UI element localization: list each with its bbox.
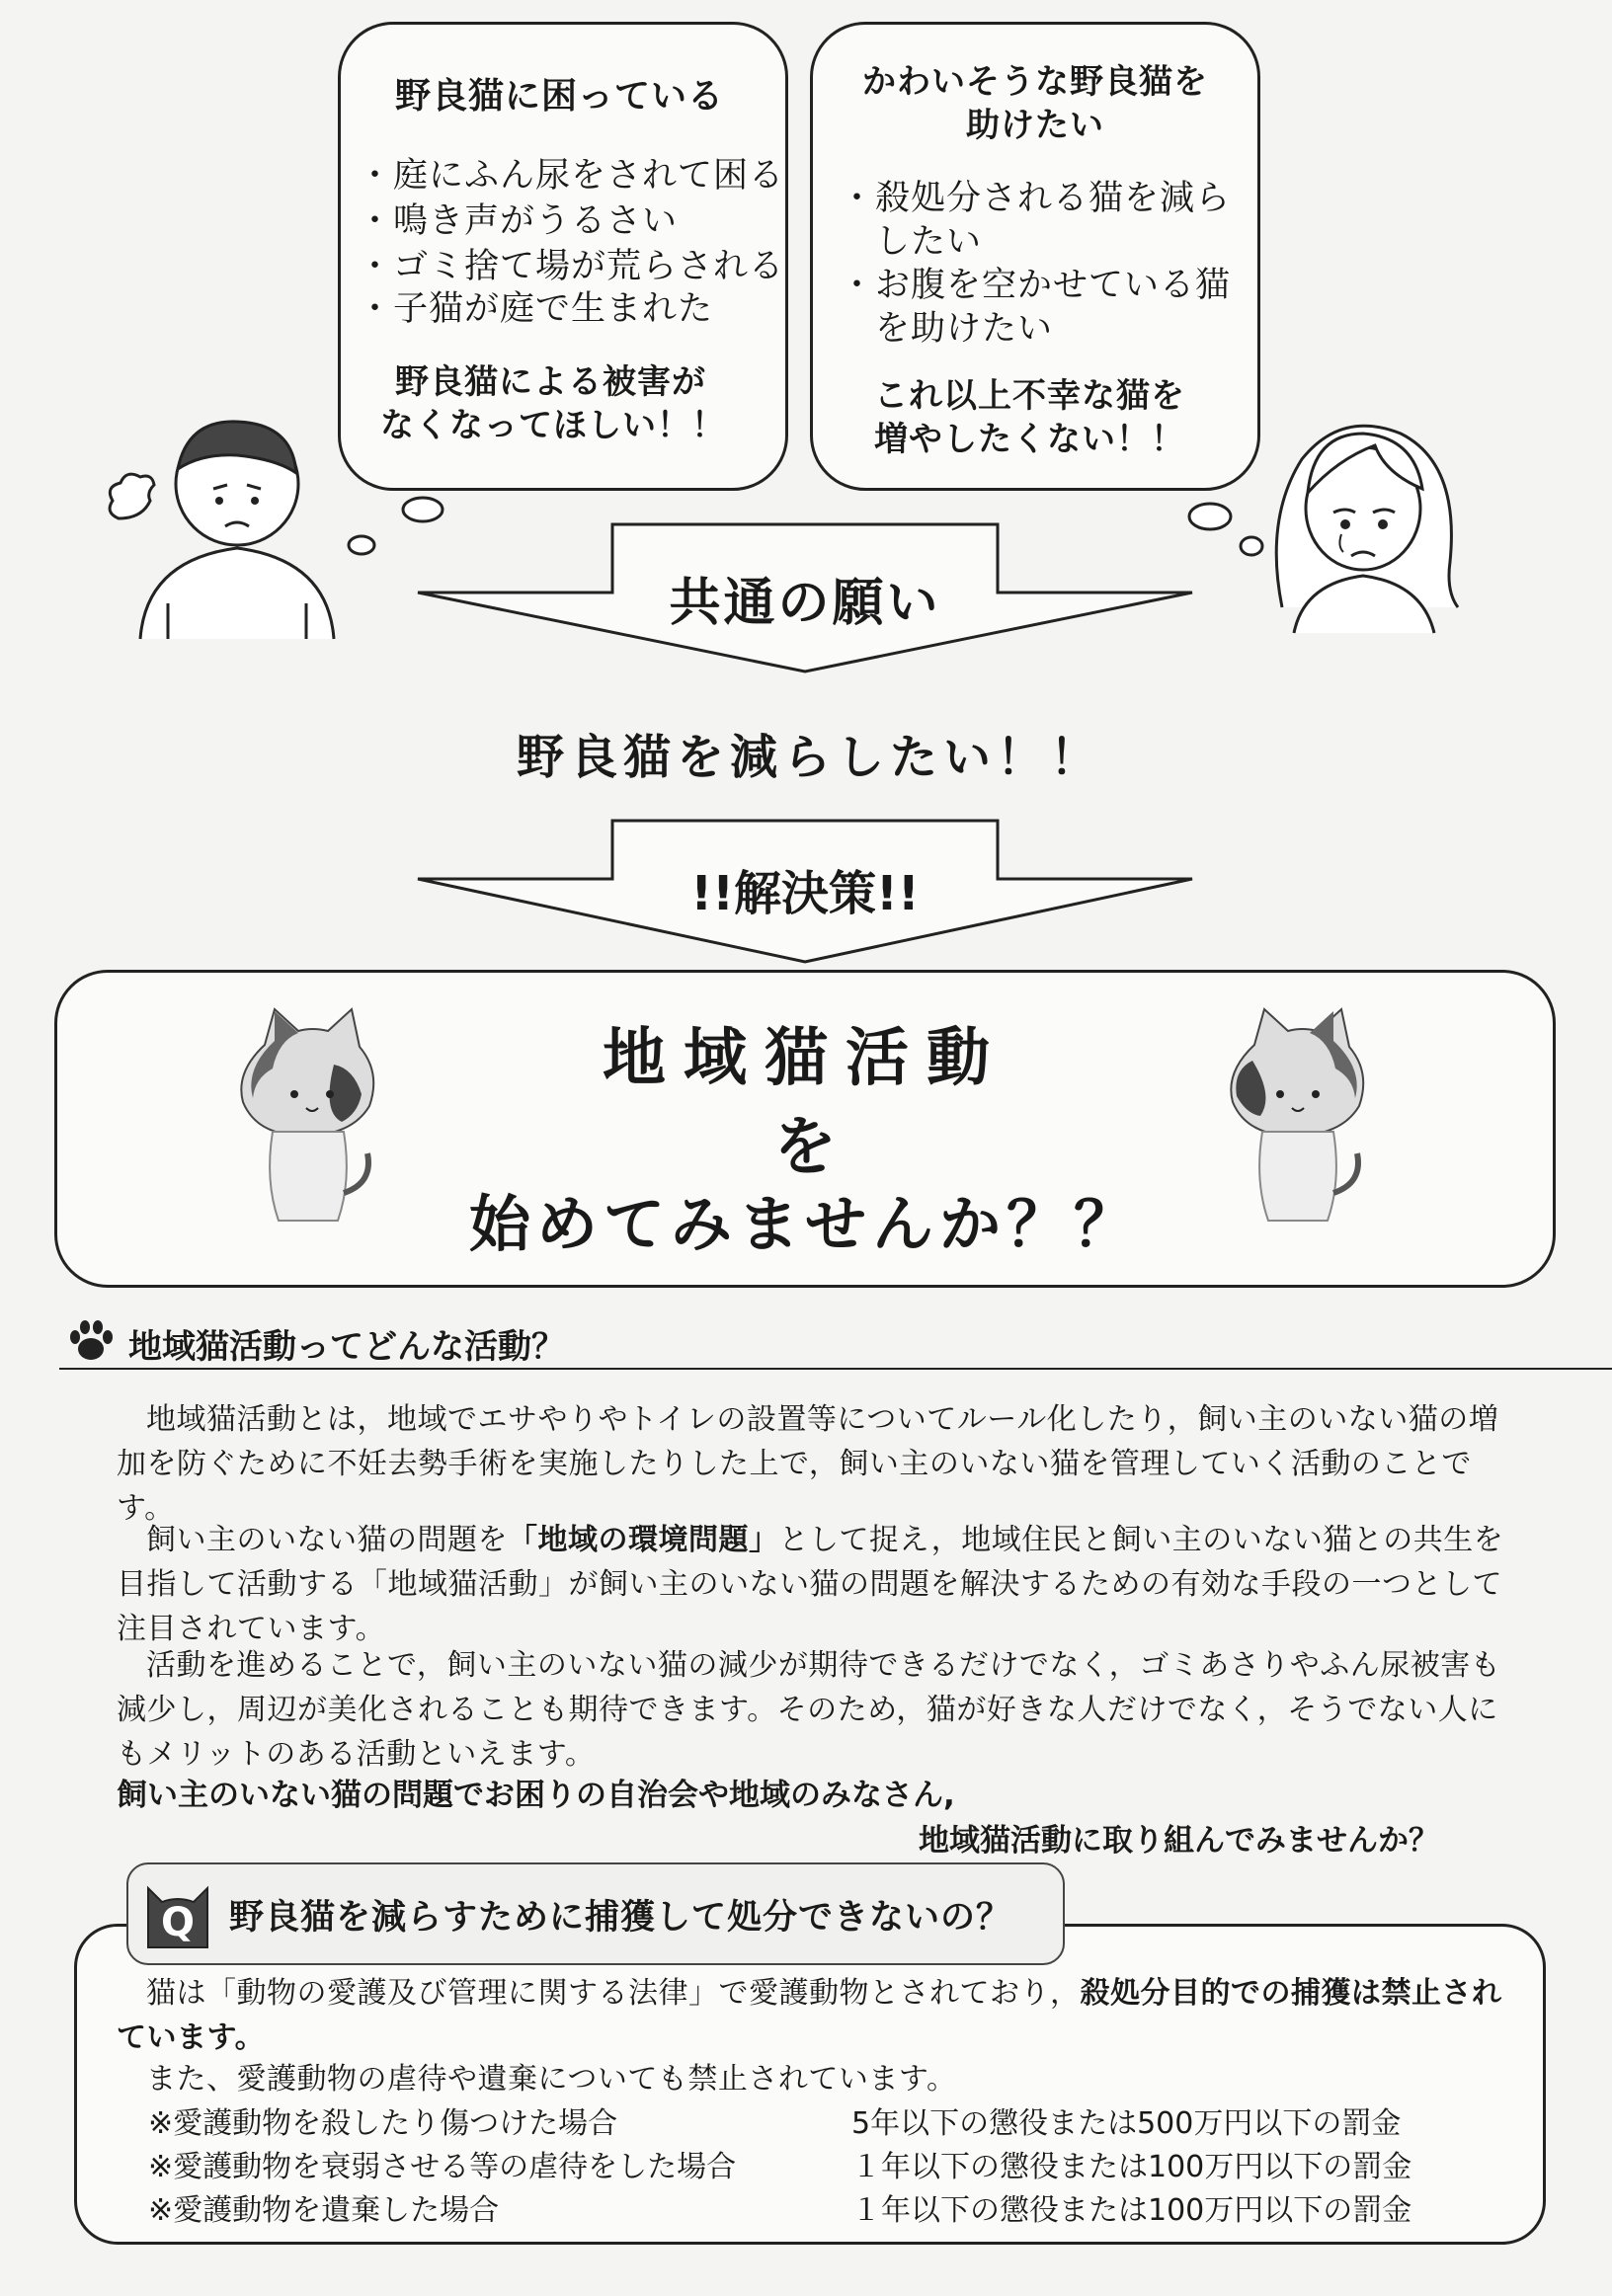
bubble-right-item: ・お腹を空かせている猫 (840, 266, 1232, 305)
banner-line: 始めてみませんか？？ (468, 1188, 1141, 1260)
q-letter: Q (160, 1900, 195, 1945)
paragraph: 活動を進めることで，飼い主のいない猫の減少が期待できるだけでなく，ゴミあさりやふん尿被害も減少し，周辺が美化されることも期待できます。そのため，猫が好きな人だけでなく，そうでない人にもメリットのある活動といえます。 (117, 1648, 1501, 1772)
answer-paragraph: また、愛護動物の虐待や遺棄についても禁止されています。 (146, 2062, 957, 2097)
bubble-right-item: を助けたい (840, 309, 1054, 349)
paragraph-text: 飼い主のいない猫の問題を (146, 1523, 508, 1557)
paragraph-text: として捉え，地域住民と飼い主のいない猫との共生を目指して活動する「地域猫活動」が飼い主のいない猫の問題を解決するための有効な手段の一つとして注目されています。 (117, 1523, 1504, 1646)
paragraph: 地域猫活動とは，地域でエサやりやトイレの設置等についてルール化したり，飼い主のいない猫の増加を防ぐために不妊去勢手術を実施したりした上で，飼い主のいない猫を管理していく活動のことです。 (117, 1402, 1499, 1526)
sad-woman-illustration (1254, 410, 1482, 637)
penalty-act: ※愛護動物を遺棄した場合 (148, 2193, 500, 2228)
bubble-left-title: 野良猫に困っている (395, 76, 725, 117)
bubble-right-item: ・殺処分される猫を減ら (840, 179, 1232, 218)
answer-text: 猫は「動物の愛護及び管理に関する法律」で愛護動物とされており， (146, 1976, 1081, 2011)
bubble-left-closing: 野良猫による被害が (395, 362, 706, 402)
section-divider (59, 1368, 1612, 1370)
penalty-amount: １年以下の懲役または100万円以下の罰金 (851, 2150, 1412, 2184)
paw-icon (67, 1319, 115, 1363)
call-to-action: 地域猫活動に取り組んでみませんか？ (919, 1823, 1439, 1859)
arrow2-label: !!解決策!! (690, 866, 920, 921)
banner-line: を (773, 1111, 837, 1184)
arrow1-label: 共通の願い (669, 574, 941, 633)
bubble-right-item: したい (840, 222, 983, 262)
penalty-act: ※愛護動物を衰弱させる等の虐待をした場合 (148, 2150, 737, 2184)
penalty-act: ※愛護動物を殺したり傷つけた場合 (148, 2106, 618, 2141)
question-text: 野良猫を減らすために捕獲して処分できないの？ (229, 1898, 1012, 1938)
bubble-right-title: 助けたい (966, 106, 1104, 145)
bubble-right-closing: 増やしたくない！！ (874, 420, 1185, 459)
emphasis-text: 「地域の環境問題」 (508, 1523, 779, 1557)
bubble-left-item: ・ゴミ捨て場が荒らされる (358, 247, 785, 286)
penalty-amount: 5年以下の懲役または500万円以下の罰金 (851, 2106, 1402, 2141)
bubble-right-title: かわいそうな野良猫を (862, 62, 1208, 102)
cat-right-illustration (1225, 1005, 1373, 1227)
cat-left-illustration (235, 1005, 383, 1227)
banner-line: 地域猫活動 (603, 1022, 1008, 1095)
wish-text: 野良猫を減らしたい！！ (516, 730, 1103, 785)
answer-paragraph (117, 1971, 1519, 2060)
bubble-left-closing: なくなってほしい！！ (380, 406, 726, 445)
bubble-left-item: ・鳴き声がうるさい (358, 201, 679, 241)
worried-man-illustration (99, 410, 341, 647)
bubble-right-closing: これ以上不幸な猫を (874, 376, 1185, 416)
call-to-action: 飼い主のいない猫の問題でお困りの自治会や地域のみなさん, (117, 1778, 955, 1813)
section-heading: 地域猫活動ってどんな活動？ (128, 1327, 565, 1367)
paragraph (117, 1518, 1519, 1651)
bubble-left-item: ・庭にふん尿をされて困る (358, 156, 785, 196)
bubble-left-item: ・子猫が庭で生まれた (358, 289, 714, 329)
penalty-amount: １年以下の懲役または100万円以下の罰金 (851, 2193, 1412, 2228)
answer-emphasis: 殺処分目的での捕獲は禁止されています。 (117, 1976, 1502, 2055)
